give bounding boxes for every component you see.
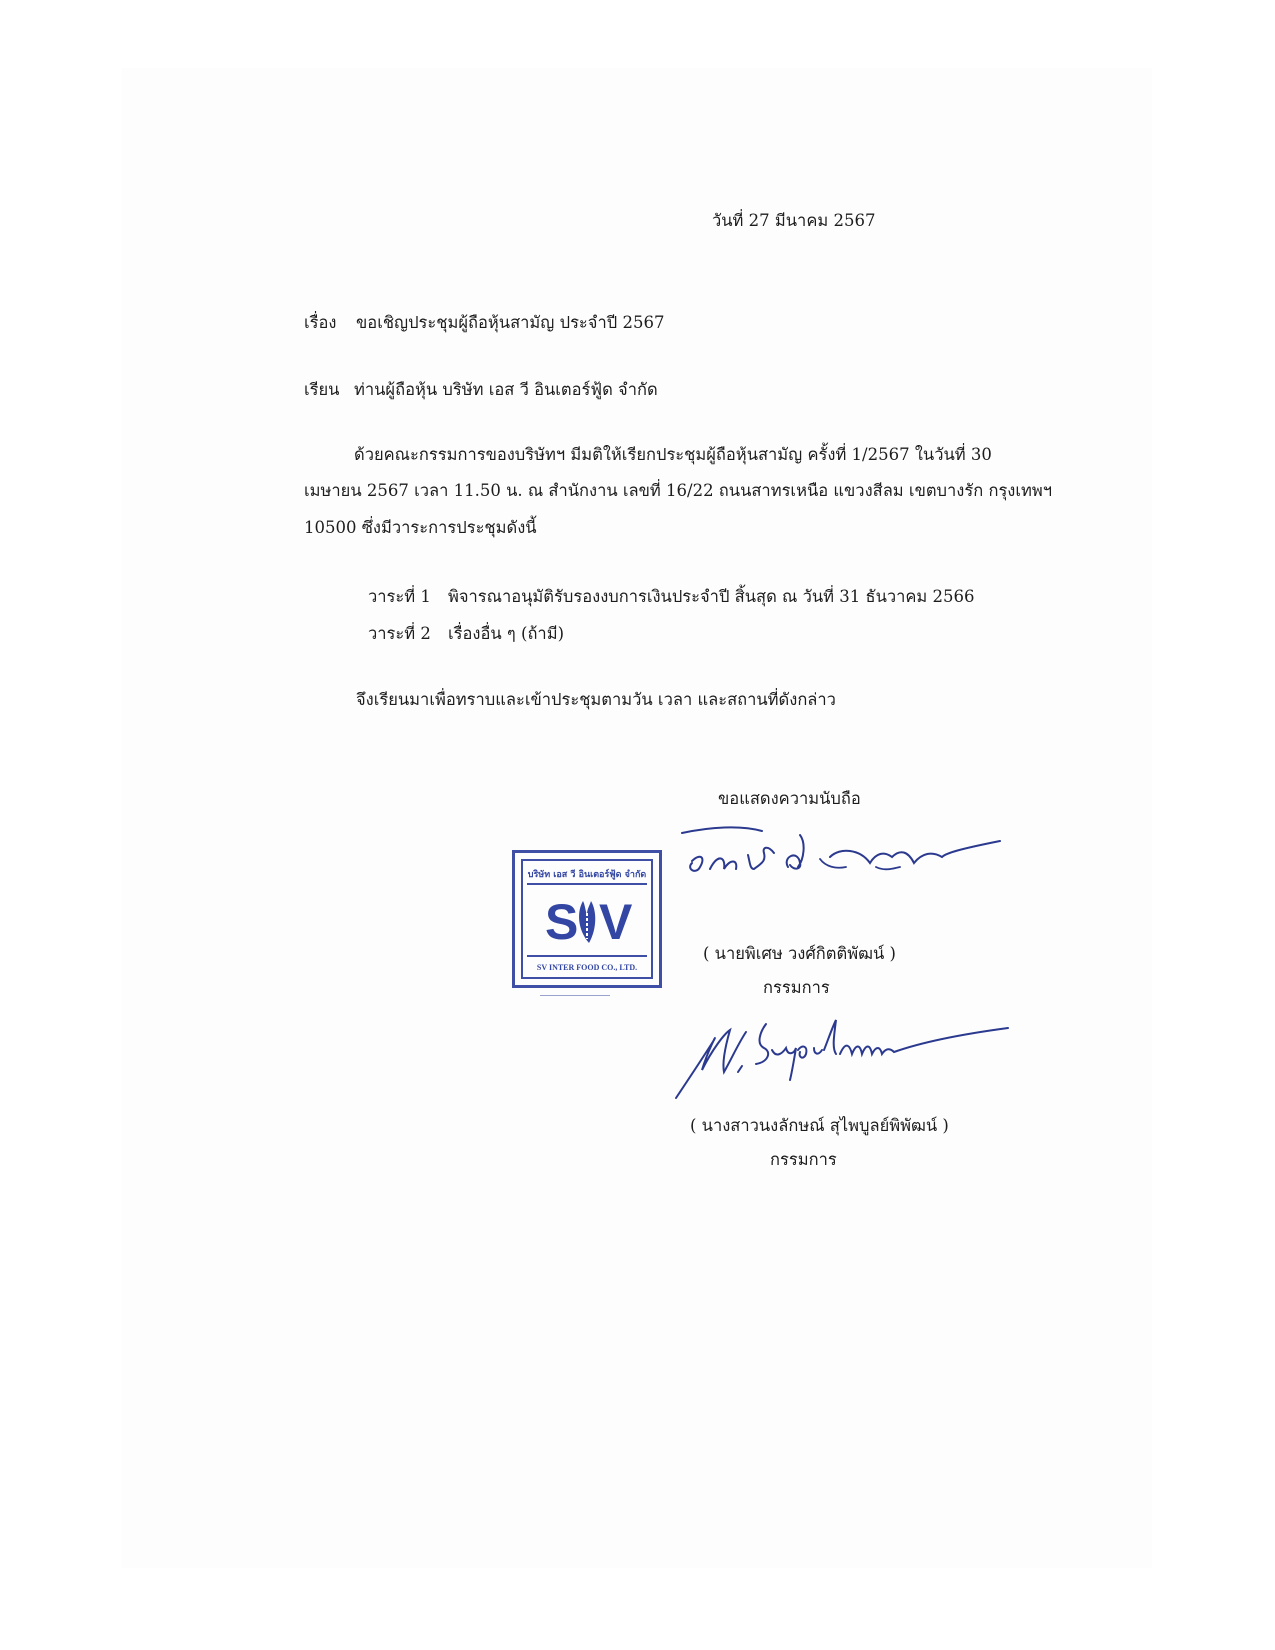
regards-line: ขอแสดงความนับถือ	[718, 789, 861, 808]
stamp-company-name-english: SV INTER FOOD CO., LTD.	[536, 963, 638, 972]
agenda-item-2-label: วาระที่ 2	[368, 624, 431, 643]
sv-logo-icon	[537, 889, 647, 949]
body-paragraph-line-2: เมษายน 2567 เวลา 11.50 น. ณ สำนักงาน เลขที่ 16/22 ถนนสาทรเหนือ แขวงสีลม เขตบางรัก กรุงเทพฯ	[304, 481, 1053, 500]
signatory-2-title: กรรมการ	[770, 1150, 837, 1169]
stamp-inner-border	[521, 859, 653, 979]
signature-1	[670, 823, 1040, 903]
agenda-item-1-text: พิจารณาอนุมัติรับรองงบการเงินประจำปี สิ้นสุด ณ วันที่ 31 ธันวาคม 2566	[448, 587, 975, 606]
stamp-company-name-thai: บริษัท เอส วี อินเตอร์ฟู้ด จำกัด	[527, 870, 647, 880]
agenda-item-2-text: เรื่องอื่น ๆ (ถ้ามี)	[448, 624, 565, 643]
page-sheet	[122, 68, 1152, 1568]
agenda-item-1-label: วาระที่ 1	[368, 587, 431, 606]
svg-text:S: S	[545, 894, 579, 949]
signature-2	[668, 1010, 1048, 1105]
subject-text: ขอเชิญประชุมผู้ถือหุ้นสามัญ ประจำปี 2567	[356, 313, 665, 332]
body-paragraph-line-1: ด้วยคณะกรรมการของบริษัทฯ มีมติให้เรียกประชุมผู้ถือหุ้นสามัญ ครั้งที่ 1/2567 ในวันที่ 30	[354, 445, 992, 464]
closing-line: จึงเรียนมาเพื่อทราบและเข้าประชุมตามวัน เวลา และสถานที่ดังกล่าว	[356, 690, 836, 709]
body-paragraph-line-3: 10500 ซึ่งมีวาระการประชุมดังนี้	[304, 518, 537, 537]
signatory-1-name: ( นายพิเศษ วงศ์กิตติพัฒน์ )	[703, 944, 896, 963]
letter-date: วันที่ 27 มีนาคม 2567	[712, 211, 876, 230]
recipient-text: ท่านผู้ถือหุ้น บริษัท เอส วี อินเตอร์ฟู้ด จำกัด	[354, 380, 658, 399]
recipient-label: เรียน	[304, 380, 340, 399]
subject-label: เรื่อง	[304, 313, 337, 332]
stamp-divider	[527, 883, 647, 885]
svg-text:V: V	[599, 894, 633, 949]
stamp-smudge	[540, 995, 610, 996]
signatory-2-name: ( นางสาวนงลักษณ์ สุไพบูลย์พิพัฒน์ )	[690, 1116, 949, 1135]
stamp-divider	[527, 955, 647, 957]
company-seal-stamp	[512, 850, 662, 988]
signatory-1-title: กรรมการ	[763, 978, 830, 997]
